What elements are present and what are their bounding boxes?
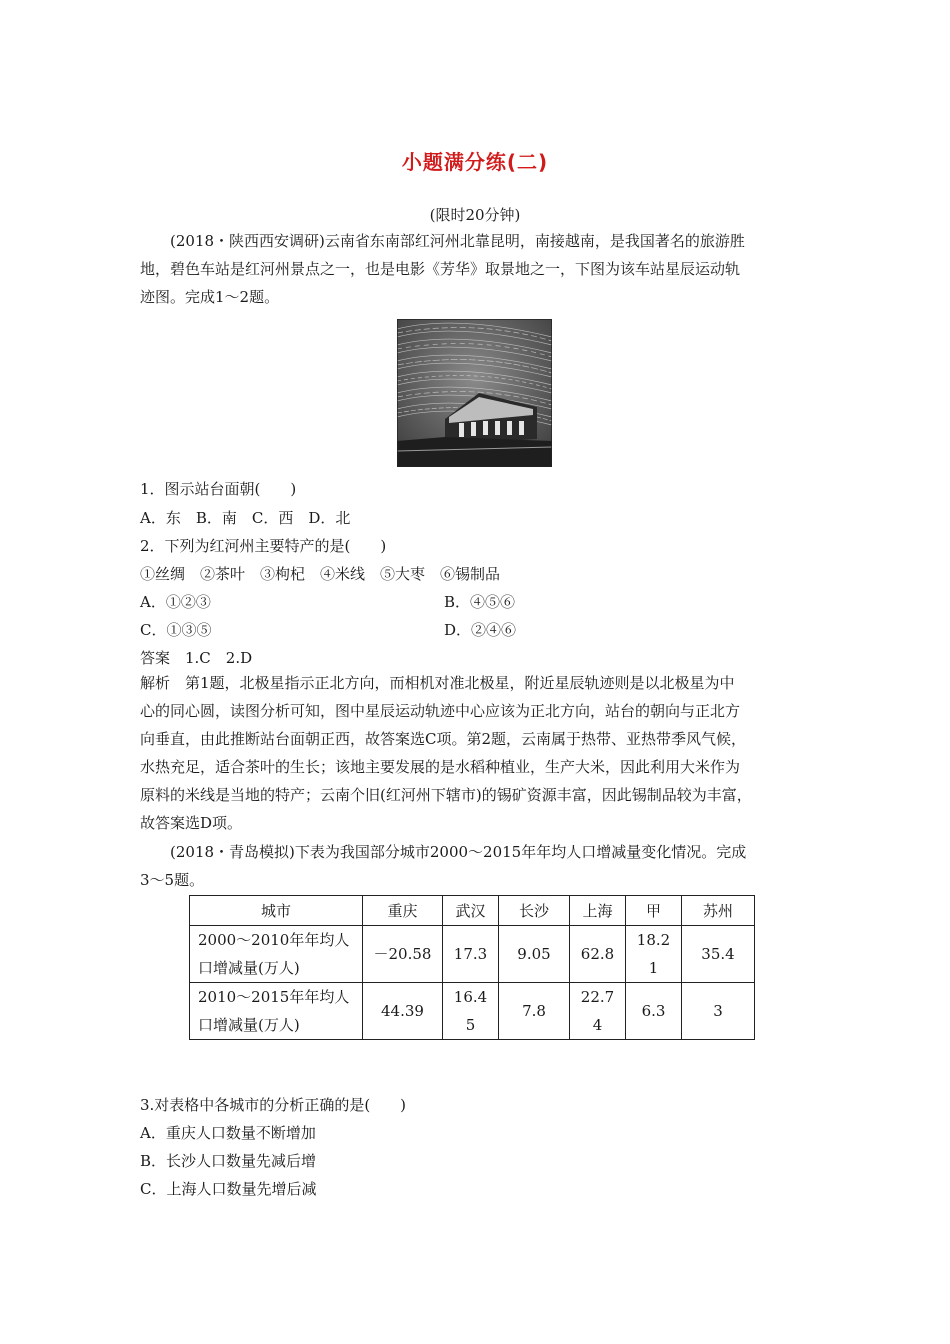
table-cell: 7.8 [499, 983, 570, 1040]
table-cell: 62.8 [570, 926, 626, 983]
table-cell: 6.3 [626, 983, 682, 1040]
star-trail-photo [397, 319, 552, 467]
row-label-line: 2010～2015年年均人 [198, 988, 350, 1006]
table-header-cell: 长沙 [499, 896, 570, 926]
table-cell: 22.7 4 [570, 983, 626, 1040]
table-row [190, 983, 755, 1040]
passage-1 [140, 227, 815, 311]
table-row-label [190, 983, 363, 1040]
table-header-row [190, 896, 755, 926]
table-header-cell: 苏州 [682, 896, 755, 926]
question-3-option-a: A．重庆人口数量不断增加 [140, 1124, 316, 1142]
question-3-option-b: B．长沙人口数量先减后增 [140, 1152, 317, 1170]
analysis-line: 原料的米线是当地的特产；云南个旧(红河州下辖市)的锡矿资源丰富，因此锡制品较为丰富， [140, 786, 752, 804]
question-3-option-c: C．上海人口数量先增后减 [140, 1180, 317, 1198]
population-table [189, 895, 755, 1040]
question-2-stem: 2．下列为红河州主要特产的是( ) [140, 537, 387, 555]
analysis-block [140, 669, 815, 837]
time-limit: (限时20分钟) [429, 206, 521, 224]
answer-line: 答案 1.C 2.D [140, 649, 253, 667]
question-1-options: A．东 B．南 C．西 D．北 [140, 509, 351, 527]
passage-2-line: (2018・青岛模拟)下表为我国部分城市2000～2015年年均人口增减量变化情况。完成 [170, 843, 747, 861]
table-header-cell: 武汉 [443, 896, 499, 926]
page-title: 小题满分练(二) [401, 150, 549, 174]
table-header-cell: 城市 [190, 896, 363, 926]
table-row [190, 926, 755, 983]
table-header-cell: 甲 [626, 896, 682, 926]
table-cell: 44.39 [363, 983, 443, 1040]
question-3-stem: 3.对表格中各城市的分析正确的是( ) [140, 1096, 407, 1114]
table-header-cell: 上海 [570, 896, 626, 926]
table-cell: 18.2 1 [626, 926, 682, 983]
table-header-cell: 重庆 [363, 896, 443, 926]
question-2-option-c: C．①③⑤ [140, 621, 212, 639]
question-1-stem: 1．图示站台面朝( ) [140, 480, 297, 498]
analysis-line: 故答案选D项。 [140, 814, 243, 832]
passage-1-line: (2018・陕西西安调研)云南省东南部红河州北靠昆明，南接越南，是我国著名的旅游胜 [170, 232, 745, 250]
row-label-line: 口增减量(万人) [198, 959, 300, 977]
row-label-line: 2000～2010年年均人 [198, 931, 350, 949]
analysis-line: 向垂直，由此推断站台面朝正西，故答案选C项。第2题，云南属于热带、亚热带季风气候， [140, 730, 747, 748]
table-cell: 16.4 5 [443, 983, 499, 1040]
passage-2 [140, 838, 815, 894]
passage-1-line: 迹图。完成1～2题。 [140, 288, 280, 306]
question-2-option-d: D．②④⑥ [444, 621, 517, 639]
passage-2-line: 3～5题。 [140, 871, 205, 889]
question-2-option-b: B．④⑤⑥ [444, 593, 516, 611]
table-cell: 9.05 [499, 926, 570, 983]
row-label-line: 口增减量(万人) [198, 1016, 300, 1034]
passage-1-line: 地，碧色车站是红河州景点之一，也是电影《芳华》取景地之一，下图为该车站星辰运动轨 [140, 260, 741, 278]
table-row-label [190, 926, 363, 983]
star-trail-image [397, 319, 552, 467]
question-2-option-a: A．①②③ [140, 593, 211, 611]
table-cell: 17.3 [443, 926, 499, 983]
analysis-line: 解析 第1题，北极星指示正北方向，而相机对准北极星，附近星辰轨迹则是以北极星为中 [140, 674, 735, 692]
table-cell: －20.58 [363, 926, 443, 983]
table-cell: 3 [682, 983, 755, 1040]
analysis-line: 水热充足，适合茶叶的生长；该地主要发展的是水稻种植业，生产大米，因此利用大米作为 [140, 758, 741, 776]
question-2-items: ①丝绸 ②茶叶 ③枸杞 ④米线 ⑤大枣 ⑥锡制品 [140, 565, 501, 583]
analysis-line: 心的同心圆，读图分析可知，图中星辰运动轨迹中心应该为正北方向，站台的朝向与正北方 [140, 702, 741, 720]
table-cell: 35.4 [682, 926, 755, 983]
